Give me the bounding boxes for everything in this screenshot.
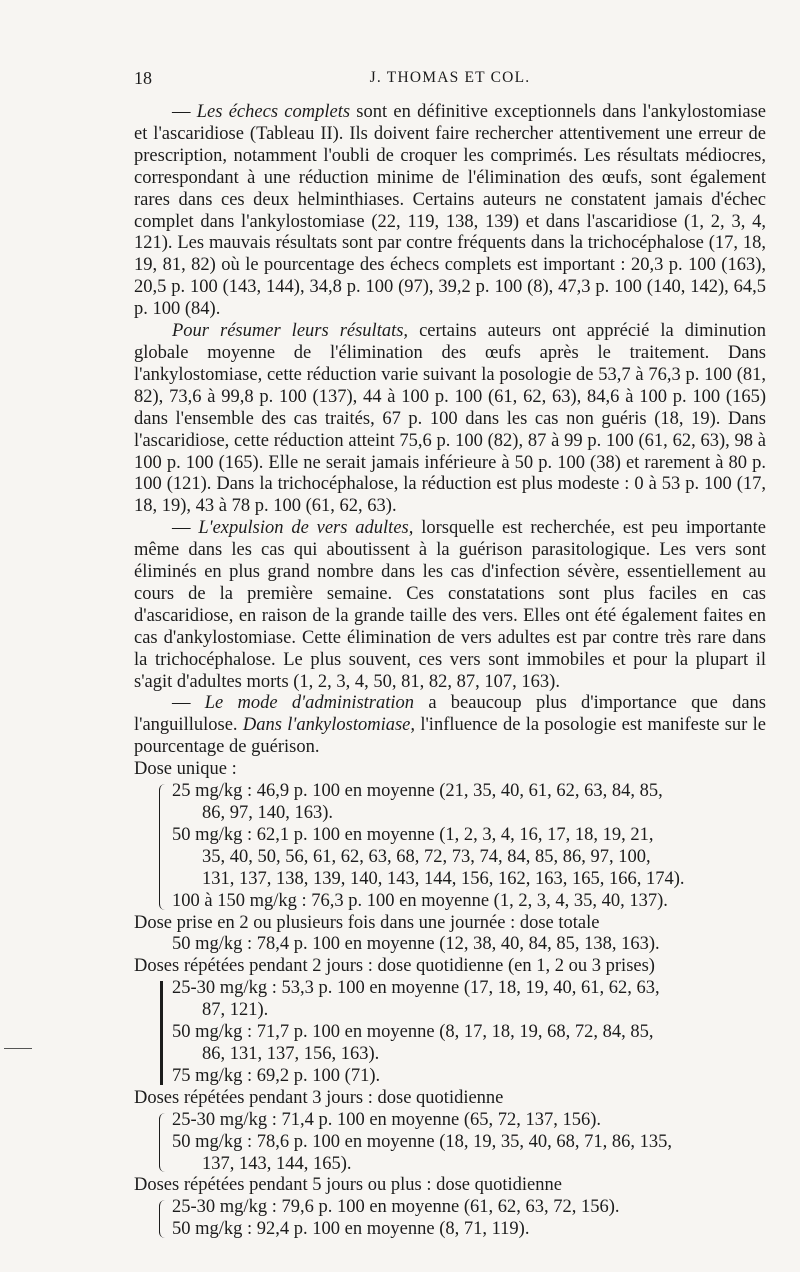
dose-unique-group xyxy=(134,781,766,912)
margin-mark xyxy=(4,1048,32,1049)
dose-cinq-jours-group xyxy=(134,1197,766,1241)
dose-entry: 25-30 mg/kg : 53,3 p. 100 en moyenne (17, 18, 19, 40, 61, 62, 63, 87, 121). xyxy=(172,978,660,1021)
dose-entry: 50 mg/kg : 62,1 p. 100 en moyenne (1, 2, 3, 4, 16, 17, 18, 19, 21, 35, 40, 50, 56, 61, 62, 63, 68, 72, 73, 74, 84, 85, 86, 97, 100, 131, 137, 138, 139, 140, 143, 144, 156, 162, 163, 165, 166, 174). xyxy=(172,824,685,889)
paragraph-expulsion-vers: — L'expulsion de vers adultes, lorsquelle est recherchée, est peu importante même dans les cas qui aboutissent à la guérison parasitologique. Les vers sont éliminés en plus grand nombre dans les cas d'infection sévère, essentiellement au cours de la première semaine. Ces constatations sont plus faciles en cas d'ascaridiose, en raison de la grande taille des vers. Elles ont été également faites en cas d'ankylostomiase. Cette élimination de vers adultes est par contre très rare dans la trichocéphalose. Le plus souvent, ces vers sont immobiles et pour la plupart il s'agit d'adultes morts (1, 2, 3, 4, 50, 81, 82, 87, 107, 163). xyxy=(134,518,767,692)
dose-entry: 25-30 mg/kg : 79,6 p. 100 en moyenne (61, 62, 63, 72, 156). xyxy=(172,1197,620,1218)
brace xyxy=(160,981,163,1085)
paragraph-title: Pour résumer leurs résultats, xyxy=(172,321,409,342)
running-head: J. THOMAS ET COL. xyxy=(369,69,531,86)
dose-deux-jours-heading: Doses répétées pendant 2 jours : dose quotidienne (en 1, 2 ou 3 prises) xyxy=(134,956,655,977)
brace xyxy=(159,1200,167,1238)
dose-deux-jours-group xyxy=(134,978,766,1088)
dose-cinq-jours-heading: Doses répétées pendant 5 jours ou plus : dose quotidienne xyxy=(134,1175,562,1196)
paragraph-title: L'expulsion de vers adultes, xyxy=(198,518,414,539)
dose-plusieurs-heading: Dose prise en 2 ou plusieurs fois dans une journée : dose totale xyxy=(134,912,600,933)
dose-trois-jours-heading: Doses répétées pendant 3 jours : dose quotidienne xyxy=(134,1087,504,1108)
page-header xyxy=(134,68,766,90)
dose-entry: 75 mg/kg : 69,2 p. 100 (71). xyxy=(172,1065,381,1086)
paragraph-echecs-complets: — Les échecs complets sont en définitive exceptionnels dans l'ankylostomiase et l'ascaridiose (Tableau II). Ils doivent faire rechercher attentivement une erreur de prescription, notamment l'oubli de croquer les comprimés. Les résultats médiocres, correspondant à une réduction minime de l'élimination des œufs, sont également rares dans ces deux helminthiases. Certains auteurs ne constatent jamais d'échec complet dans l'ankylostomiase (22, 119, 138, 139) et dans l'ascaridiose (1, 2, 3, 4, 121). Les mauvais résultats sont par contre fréquents dans la trichocéphalose (17, 18, 19, 81, 82) où le pourcentage des échecs complets est important : 20,3 p. 100 (163), 20,5 p. 100 (143, 144), 34,8 p. 100 (97), 39,2 p. 100 (8), 47,3 p. 100 (140, 142), 64,5 p. 100 (84). xyxy=(134,102,766,320)
dose-trois-jours-group xyxy=(134,1110,766,1176)
dose-entry: 50 mg/kg : 78,6 p. 100 en moyenne (18, 19, 35, 40, 68, 71, 86, 135, 137, 143, 144, 165). xyxy=(172,1131,672,1174)
paragraph-mode-administration: — Le mode d'administration a beaucoup plus d'importance que dans l'anguillulose. Dans l'ankylostomiase, l'influence de la posologie est manifeste sur le pourcentage de guérison. xyxy=(134,693,767,758)
dose-entry: 50 mg/kg : 71,7 p. 100 en moyenne (8, 17, 18, 19, 68, 72, 84, 85, 86, 131, 137, 156, 163). xyxy=(172,1022,654,1064)
dose-entry: 25 mg/kg : 46,9 p. 100 en moyenne (21, 35, 40, 61, 62, 63, 84, 85, 86, 97, 140, 163). xyxy=(172,781,663,823)
dose-entry: 50 mg/kg : 78,4 p. 100 en moyenne (12, 38, 40, 84, 85, 138, 163). xyxy=(172,934,660,955)
dose-entry: 25-30 mg/kg : 71,4 p. 100 en moyenne (65, 72, 137, 156). xyxy=(172,1109,602,1130)
page-number: 18 xyxy=(134,68,152,88)
body-text xyxy=(134,102,766,1241)
dose-entry: 50 mg/kg : 92,4 p. 100 en moyenne (8, 71, 119). xyxy=(172,1219,530,1240)
brace xyxy=(159,1113,167,1173)
dose-unique-heading: Dose unique : xyxy=(134,759,237,780)
paragraph-resumer-resultats: Pour résumer leurs résultats, certains auteurs ont apprécié la diminution globale moyenne de l'élimination des œufs après le traitement. Dans l'ankylostomiase, cette réduction varie suivant la posologie de 53,7 à 76,3 p. 100 (81, 82), 73,6 à 99,8 p. 100 (137), 44 à 100 p. 100 (61, 62, 63), 84,6 à 100 p. 100 (165) dans l'ensemble des cas traités, 67 p. 100 dans les cas non guéris (18, 19). Dans l'ascaridiose, cette réduction atteint 75,6 p. 100 (82), 87 à 99 p. 100 (61, 62, 63), 98 à 100 p. 100 (165). Elle ne serait jamais inférieure à 50 p. 100 (38) et rarement à 80 p. 100 (121). Dans la trichocéphalose, la réduction est plus modeste : 0 à 53 p. 100 (17, 18, 19), 43 à 78 p. 100 (61, 62, 63). xyxy=(134,321,766,517)
dose-entry: 100 à 150 mg/kg : 76,3 p. 100 en moyenne (1, 2, 3, 4, 35, 40, 137). xyxy=(172,890,668,911)
brace xyxy=(159,784,167,909)
paragraph-subtitle: Dans l'ankylostomiase, xyxy=(242,715,416,736)
paragraph-title: Les échecs complets xyxy=(196,102,351,122)
paragraph-title: Le mode d'administration xyxy=(204,693,415,714)
